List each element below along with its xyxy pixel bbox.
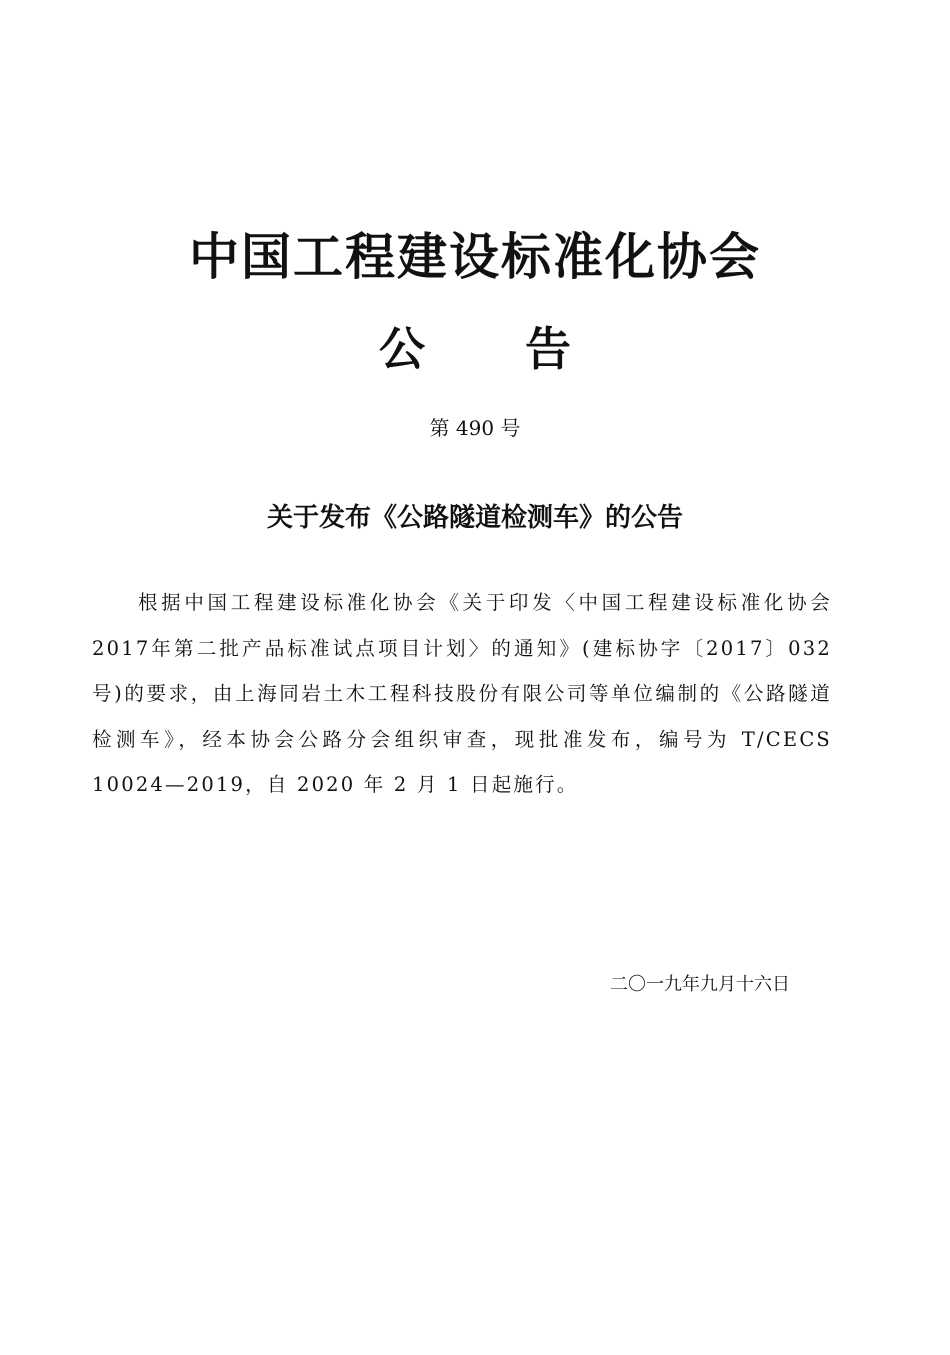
organization-title: 中国工程建设标准化协会	[189, 228, 761, 286]
issue-date: 二〇一九年九月十六日	[610, 974, 790, 995]
notice-title: 关于发布《公路隧道检测车》的公告	[266, 503, 683, 533]
document-type-heading: 公告	[379, 322, 671, 376]
document-number: 第 490 号	[429, 416, 521, 440]
notice-body-paragraph: 根据中国工程建设标准化协会《关于印发〈中国工程建设标准化协会2017年第二批产品标准试点项目计划〉的通知》(建标协字〔2017〕032号)的要求，由上海同岩土木工程科技股份有限公司等单位编制的《公路隧道检测车》，经本协会公路分会组织审查，现批准发布，编号为 T/CECS 10024—2019，自 2020 年 2 月 1 日起施行。	[92, 591, 832, 796]
